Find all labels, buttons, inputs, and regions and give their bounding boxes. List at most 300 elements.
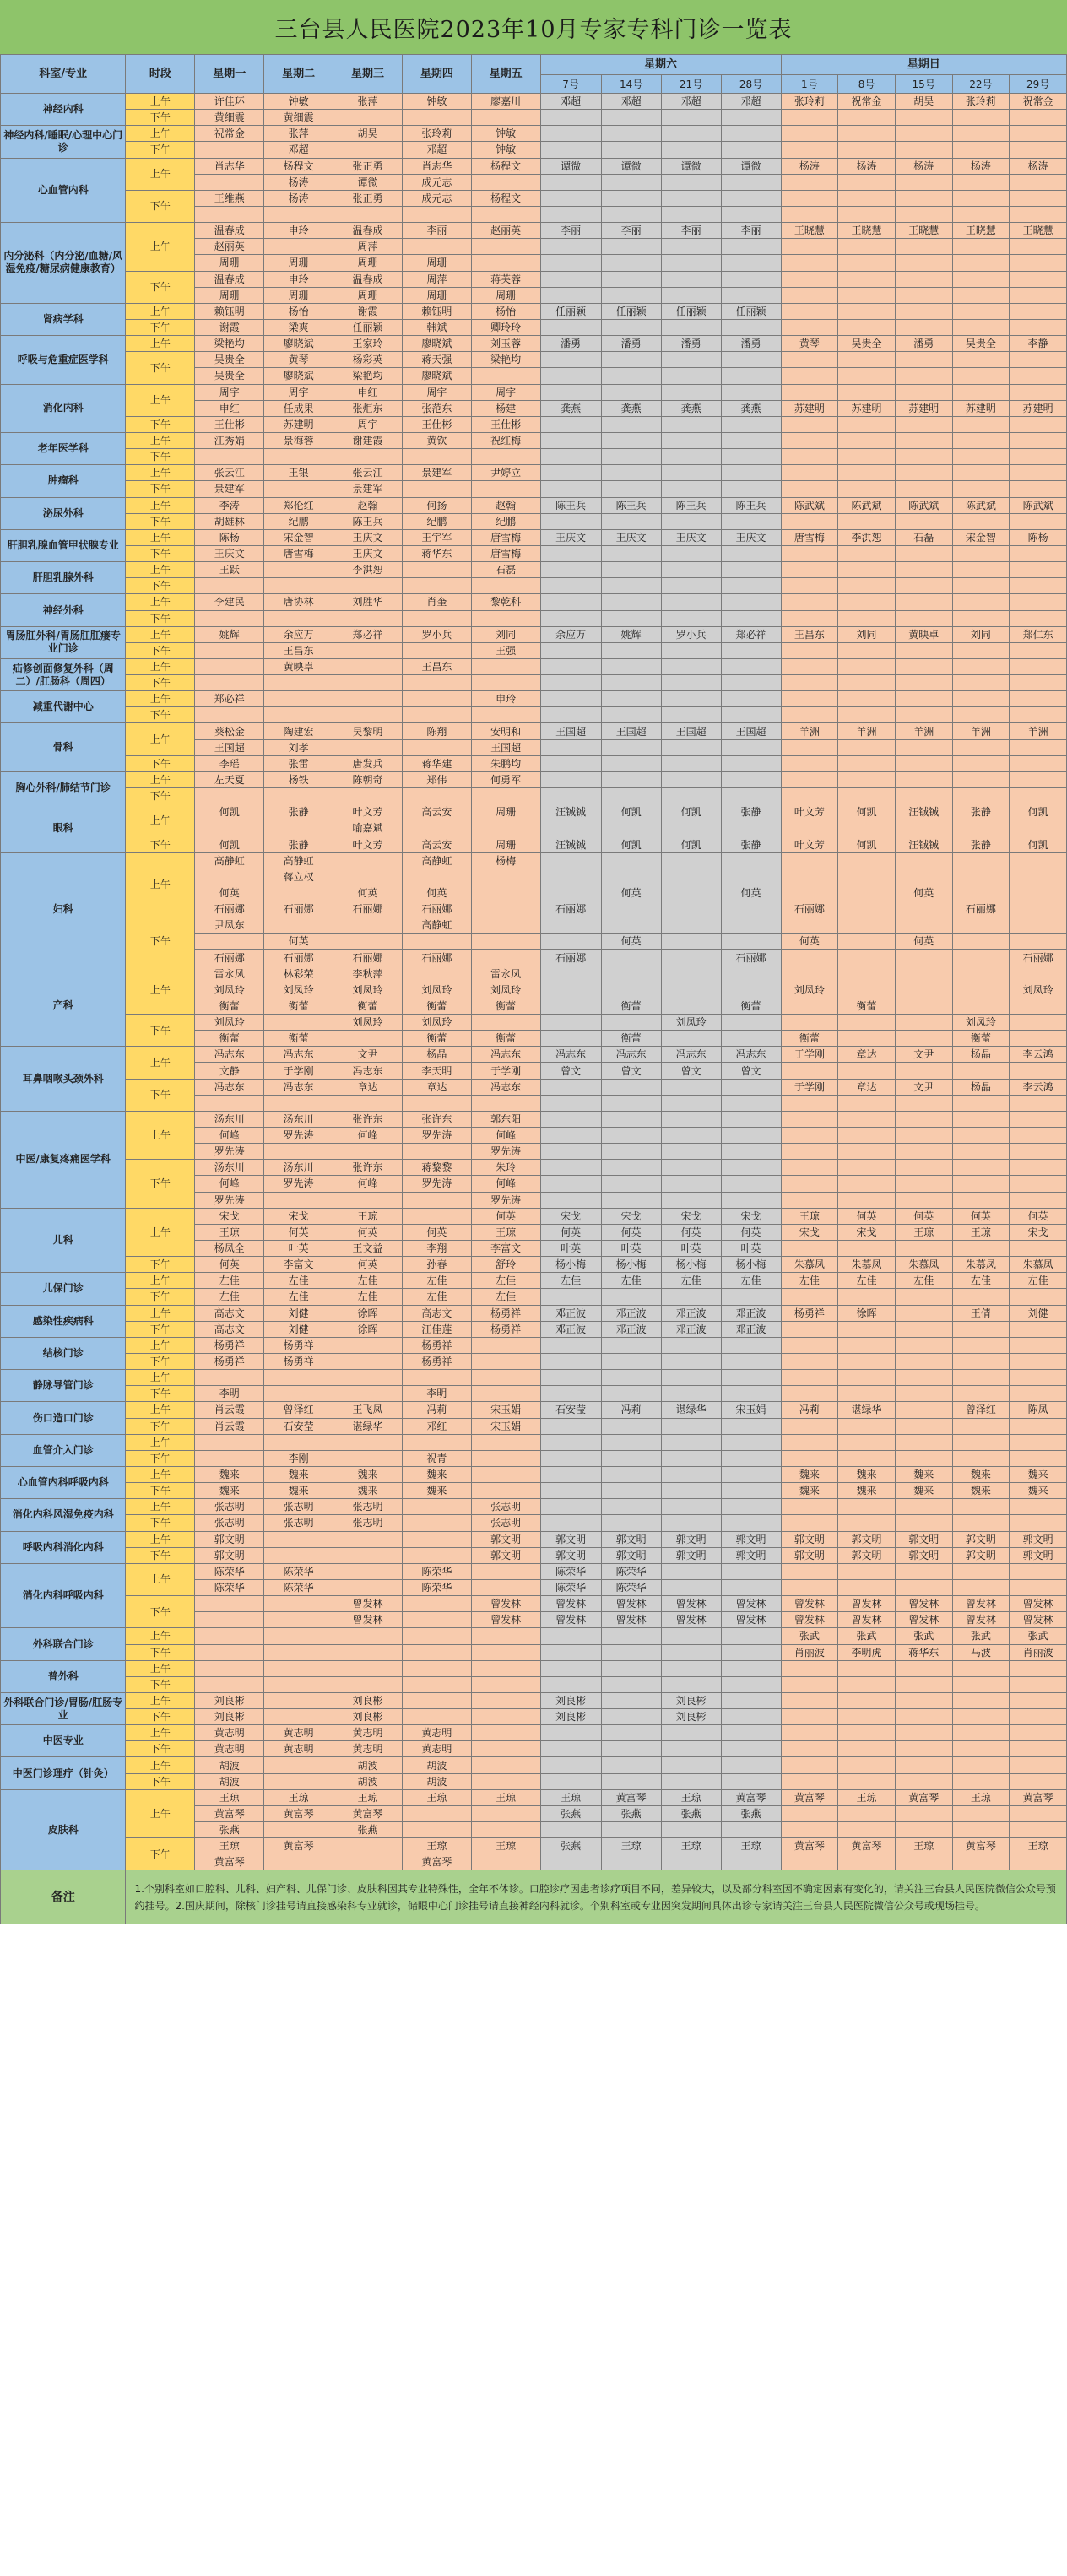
doctor-cell xyxy=(721,384,781,400)
doctor-cell xyxy=(1010,1128,1067,1144)
header-sun-date: 29号 xyxy=(1010,75,1067,94)
doctor-cell: 余应万 xyxy=(264,626,333,642)
doctor-cell: 刘健 xyxy=(264,1321,333,1337)
doctor-cell xyxy=(721,142,781,158)
doctor-cell xyxy=(838,1095,896,1111)
doctor-cell xyxy=(601,1128,661,1144)
doctor-cell: 成元志 xyxy=(402,190,471,206)
doctor-cell: 蒋华东 xyxy=(402,545,471,561)
doctor-cell: 王琼 xyxy=(333,1789,403,1805)
doctor-cell: 何凯 xyxy=(661,836,721,852)
doctor-cell xyxy=(781,271,838,287)
doctor-cell xyxy=(952,675,1010,691)
doctor-cell: 曾发林 xyxy=(952,1596,1010,1612)
doctor-cell: 张范东 xyxy=(402,400,471,416)
doctor-cell xyxy=(895,1305,952,1321)
doctor-cell xyxy=(895,271,952,287)
doctor-cell xyxy=(952,481,1010,497)
table-row xyxy=(1,804,1067,820)
doctor-cell: 魏来 xyxy=(402,1466,471,1482)
doctor-cell xyxy=(471,449,540,465)
doctor-cell xyxy=(264,691,333,707)
doctor-cell: 何英 xyxy=(895,885,952,901)
doctor-cell xyxy=(471,1660,540,1676)
doctor-cell xyxy=(721,1450,781,1466)
doctor-cell xyxy=(471,1450,540,1466)
doctor-cell xyxy=(895,1676,952,1692)
doctor-cell: 朱慕凤 xyxy=(1010,1257,1067,1273)
doctor-cell: 何英 xyxy=(661,1224,721,1240)
doctor-cell xyxy=(1010,1370,1067,1386)
doctor-cell: 胡波 xyxy=(195,1773,264,1789)
doctor-cell: 姚辉 xyxy=(195,626,264,642)
doctor-cell: 张燕 xyxy=(195,1822,264,1838)
doctor-cell xyxy=(838,901,896,917)
doctor-cell: 郑伦红 xyxy=(264,497,333,513)
doctor-cell xyxy=(264,1612,333,1628)
page-title: 三台县人民医院2023年10月专家专科门诊一览表 xyxy=(0,0,1067,54)
doctor-cell xyxy=(540,1515,601,1531)
doctor-cell xyxy=(721,481,781,497)
doctor-cell xyxy=(402,966,471,982)
doctor-cell: 高静虹 xyxy=(402,917,471,934)
doctor-cell: 石丽娜 xyxy=(781,901,838,917)
doctor-cell: 王昌东 xyxy=(402,658,471,674)
doctor-cell xyxy=(601,287,661,303)
doctor-cell xyxy=(540,610,601,626)
doctor-cell xyxy=(264,449,333,465)
doctor-cell xyxy=(471,1741,540,1757)
doctor-cell: 钟敏 xyxy=(471,126,540,142)
doctor-cell: 胡波 xyxy=(195,1757,264,1773)
doctor-cell: 张燕 xyxy=(540,1805,601,1821)
doctor-cell: 张燕 xyxy=(601,1805,661,1821)
doctor-cell xyxy=(661,1854,721,1870)
doctor-cell xyxy=(264,562,333,578)
doctor-cell: 张武 xyxy=(838,1628,896,1644)
doctor-cell: 谢霞 xyxy=(333,303,403,319)
doctor-cell: 宋戈 xyxy=(838,1224,896,1240)
doctor-cell xyxy=(952,788,1010,804)
table-row xyxy=(1,917,1067,934)
doctor-cell xyxy=(721,1337,781,1353)
doctor-cell xyxy=(895,562,952,578)
header-sun: 星期日 xyxy=(781,55,1066,75)
doctor-cell: 王琼 xyxy=(402,1789,471,1805)
doctor-cell xyxy=(895,1499,952,1515)
dept-name: 内分泌科（内分泌/血糖/风湿免疫/糖尿病健康教育） xyxy=(1,223,126,304)
doctor-cell: 陈杨 xyxy=(1010,529,1067,545)
doctor-cell xyxy=(540,1015,601,1031)
doctor-cell xyxy=(540,966,601,982)
doctor-cell: 曾泽红 xyxy=(952,1402,1010,1418)
doctor-cell xyxy=(661,545,721,561)
doctor-cell xyxy=(540,707,601,723)
doctor-cell xyxy=(895,319,952,335)
table-row xyxy=(1,1434,1067,1450)
doctor-cell: 汪铖铖 xyxy=(540,836,601,852)
doctor-cell xyxy=(952,303,1010,319)
doctor-cell xyxy=(661,255,721,271)
doctor-cell xyxy=(264,1676,333,1692)
doctor-cell xyxy=(471,950,540,966)
doctor-cell xyxy=(540,1144,601,1160)
doctor-cell: 祝青 xyxy=(402,1450,471,1466)
doctor-cell xyxy=(781,852,838,869)
doctor-cell xyxy=(1010,755,1067,771)
doctor-cell xyxy=(333,1450,403,1466)
doctor-cell xyxy=(333,642,403,658)
doctor-cell: 景建军 xyxy=(402,465,471,481)
doctor-cell: 张许东 xyxy=(402,1111,471,1127)
doctor-cell: 胡波 xyxy=(333,1773,403,1789)
doctor-cell: 黄琴 xyxy=(264,352,333,368)
doctor-cell xyxy=(195,142,264,158)
doctor-cell: 王庆文 xyxy=(721,529,781,545)
doctor-cell xyxy=(264,1660,333,1676)
period-label: 上午 xyxy=(126,94,195,110)
doctor-cell: 魏来 xyxy=(195,1483,264,1499)
doctor-cell xyxy=(601,1660,661,1676)
doctor-cell: 杨程文 xyxy=(471,158,540,174)
dept-name: 耳鼻咽喉头颈外科 xyxy=(1,1047,126,1112)
table-row xyxy=(1,1531,1067,1547)
dept-name: 妇科 xyxy=(1,852,126,966)
doctor-cell: 黄富琴 xyxy=(402,1854,471,1870)
doctor-cell xyxy=(661,110,721,126)
doctor-cell xyxy=(838,1370,896,1386)
doctor-cell: 肖丽波 xyxy=(781,1644,838,1660)
doctor-cell xyxy=(1010,1499,1067,1515)
doctor-cell: 邓超 xyxy=(540,94,601,110)
doctor-cell: 衡蕾 xyxy=(471,998,540,1014)
doctor-cell: 李翔 xyxy=(402,1240,471,1256)
doctor-cell: 江秀娟 xyxy=(195,432,264,448)
doctor-cell: 王晓慧 xyxy=(1010,223,1067,239)
doctor-cell xyxy=(895,1563,952,1579)
doctor-cell xyxy=(721,755,781,771)
doctor-cell xyxy=(661,1353,721,1369)
doctor-cell: 吴贵全 xyxy=(952,336,1010,352)
doctor-cell xyxy=(471,820,540,836)
doctor-cell xyxy=(895,691,952,707)
doctor-cell: 唐雪梅 xyxy=(264,545,333,561)
doctor-cell: 陈王兵 xyxy=(661,497,721,513)
doctor-cell xyxy=(661,1128,721,1144)
doctor-cell xyxy=(1010,1676,1067,1692)
doctor-cell: 杨勇祥 xyxy=(195,1353,264,1369)
doctor-cell xyxy=(781,1160,838,1176)
doctor-cell xyxy=(781,303,838,319)
doctor-cell xyxy=(1010,917,1067,934)
doctor-cell xyxy=(264,1854,333,1870)
doctor-cell: 许佳环 xyxy=(195,94,264,110)
doctor-cell: 王琼 xyxy=(661,1789,721,1805)
doctor-cell: 张志明 xyxy=(333,1515,403,1531)
doctor-cell xyxy=(540,1466,601,1482)
doctor-cell xyxy=(838,1773,896,1789)
period-label: 上午 xyxy=(126,1757,195,1773)
doctor-cell xyxy=(1010,869,1067,885)
doctor-cell: 刘同 xyxy=(838,626,896,642)
doctor-cell xyxy=(540,1418,601,1434)
doctor-cell: 黄钦 xyxy=(402,432,471,448)
doctor-cell xyxy=(601,271,661,287)
header-sat-date: 14号 xyxy=(601,75,661,94)
doctor-cell: 张燕 xyxy=(333,1822,403,1838)
doctor-cell: 张许东 xyxy=(333,1160,403,1176)
dept-name: 肾病学科 xyxy=(1,303,126,335)
doctor-cell xyxy=(895,1240,952,1256)
doctor-cell: 曾发林 xyxy=(471,1612,540,1628)
doctor-cell xyxy=(1010,416,1067,432)
doctor-cell: 杨程文 xyxy=(471,190,540,206)
doctor-cell xyxy=(540,998,601,1014)
doctor-cell xyxy=(601,1015,661,1031)
doctor-cell: 黄细震 xyxy=(195,110,264,126)
period-label: 下午 xyxy=(126,1515,195,1531)
doctor-cell xyxy=(838,675,896,691)
doctor-cell: 何凯 xyxy=(1010,836,1067,852)
doctor-cell: 陈武斌 xyxy=(952,497,1010,513)
period-label: 下午 xyxy=(126,1773,195,1789)
doctor-cell xyxy=(195,820,264,836)
doctor-cell: 王维燕 xyxy=(195,190,264,206)
doctor-cell: 陈武斌 xyxy=(838,497,896,513)
doctor-cell xyxy=(781,917,838,934)
doctor-cell: 宋戈 xyxy=(195,1208,264,1224)
doctor-cell xyxy=(952,239,1010,255)
doctor-cell: 任丽颖 xyxy=(721,303,781,319)
table-row xyxy=(1,1466,1067,1482)
table-row xyxy=(1,1709,1067,1725)
doctor-cell xyxy=(661,352,721,368)
doctor-cell xyxy=(781,174,838,190)
doctor-cell xyxy=(721,1370,781,1386)
period-label: 上午 xyxy=(126,658,195,674)
doctor-cell xyxy=(895,1660,952,1676)
doctor-cell: 张武 xyxy=(895,1628,952,1644)
doctor-cell xyxy=(540,1111,601,1127)
doctor-cell: 郭文明 xyxy=(661,1531,721,1547)
doctor-cell: 左佳 xyxy=(1010,1273,1067,1289)
header-period: 时段 xyxy=(126,55,195,94)
doctor-cell xyxy=(781,1676,838,1692)
doctor-cell: 谌绿华 xyxy=(838,1402,896,1418)
doctor-cell: 何英 xyxy=(895,934,952,950)
doctor-cell xyxy=(952,1370,1010,1386)
doctor-cell: 黄志明 xyxy=(333,1741,403,1757)
doctor-cell xyxy=(781,319,838,335)
doctor-cell xyxy=(540,239,601,255)
doctor-cell xyxy=(661,1563,721,1579)
doctor-cell: 徐晖 xyxy=(333,1321,403,1337)
doctor-cell xyxy=(661,788,721,804)
table-row xyxy=(1,966,1067,982)
doctor-cell xyxy=(838,1063,896,1079)
doctor-cell: 魏来 xyxy=(838,1466,896,1482)
doctor-cell xyxy=(895,206,952,222)
doctor-cell xyxy=(895,1144,952,1160)
doctor-cell: 陈王兵 xyxy=(601,497,661,513)
doctor-cell xyxy=(895,190,952,206)
doctor-cell: 张燕 xyxy=(661,1805,721,1821)
doctor-cell xyxy=(895,869,952,885)
doctor-cell xyxy=(195,707,264,723)
doctor-cell xyxy=(1010,771,1067,787)
doctor-cell xyxy=(781,465,838,481)
doctor-cell xyxy=(540,126,601,142)
doctor-cell xyxy=(540,562,601,578)
doctor-cell xyxy=(402,1144,471,1160)
doctor-cell: 宋戈 xyxy=(1010,1224,1067,1240)
table-row xyxy=(1,1370,1067,1386)
doctor-cell xyxy=(838,142,896,158)
doctor-cell: 郭文明 xyxy=(838,1531,896,1547)
period-label: 上午 xyxy=(126,1628,195,1644)
doctor-cell xyxy=(952,287,1010,303)
doctor-cell: 黄映卓 xyxy=(895,626,952,642)
doctor-cell xyxy=(895,1321,952,1337)
doctor-cell: 宋玉娟 xyxy=(721,1402,781,1418)
doctor-cell: 曾发林 xyxy=(721,1612,781,1628)
doctor-cell xyxy=(333,1337,403,1353)
table-row xyxy=(1,1321,1067,1337)
doctor-cell xyxy=(721,707,781,723)
doctor-cell: 何英 xyxy=(402,885,471,901)
doctor-cell: 蒋华东 xyxy=(895,1644,952,1660)
doctor-cell xyxy=(721,110,781,126)
doctor-cell xyxy=(661,1031,721,1047)
doctor-cell xyxy=(1010,820,1067,836)
doctor-cell xyxy=(838,1741,896,1757)
doctor-cell xyxy=(333,1579,403,1595)
doctor-cell xyxy=(540,869,601,885)
doctor-cell: 邓超 xyxy=(402,142,471,158)
doctor-cell: 魏来 xyxy=(838,1483,896,1499)
table-row xyxy=(1,771,1067,787)
doctor-cell xyxy=(952,1741,1010,1757)
doctor-cell xyxy=(781,1289,838,1305)
doctor-cell xyxy=(1010,1337,1067,1353)
doctor-cell: 黄细震 xyxy=(264,110,333,126)
doctor-cell xyxy=(838,1386,896,1402)
doctor-cell: 陈荣华 xyxy=(402,1579,471,1595)
period-label: 下午 xyxy=(126,1838,195,1870)
doctor-cell xyxy=(195,1370,264,1386)
doctor-cell: 魏来 xyxy=(264,1483,333,1499)
doctor-cell: 曾文 xyxy=(721,1063,781,1079)
doctor-cell: 郭文明 xyxy=(540,1531,601,1547)
doctor-cell: 李云鸿 xyxy=(1010,1079,1067,1095)
doctor-cell xyxy=(895,142,952,158)
doctor-cell: 何英 xyxy=(601,885,661,901)
doctor-cell: 文尹 xyxy=(895,1047,952,1063)
dept-name: 神经内科/睡眠/心理中心门诊 xyxy=(1,126,126,158)
doctor-cell xyxy=(895,1773,952,1789)
doctor-cell xyxy=(195,610,264,626)
doctor-cell: 魏来 xyxy=(781,1466,838,1482)
doctor-cell xyxy=(402,610,471,626)
doctor-cell: 左佳 xyxy=(333,1273,403,1289)
doctor-cell xyxy=(601,1079,661,1095)
doctor-cell xyxy=(471,901,540,917)
doctor-cell: 赵丽英 xyxy=(471,223,540,239)
doctor-cell xyxy=(471,707,540,723)
doctor-cell xyxy=(1010,578,1067,594)
doctor-cell xyxy=(721,465,781,481)
doctor-cell xyxy=(601,1773,661,1789)
doctor-cell: 黄富琴 xyxy=(838,1838,896,1854)
doctor-cell xyxy=(471,1434,540,1450)
table-row xyxy=(1,1741,1067,1757)
doctor-cell: 衡蕾 xyxy=(402,1031,471,1047)
doctor-cell: 郭文明 xyxy=(1010,1531,1067,1547)
doctor-cell: 唐雪梅 xyxy=(471,529,540,545)
doctor-cell: 李富文 xyxy=(264,1257,333,1273)
period-label: 上午 xyxy=(126,852,195,917)
table-row xyxy=(1,1725,1067,1741)
doctor-cell xyxy=(471,675,540,691)
doctor-cell: 石磊 xyxy=(895,529,952,545)
table-row xyxy=(1,1547,1067,1563)
doctor-cell xyxy=(895,594,952,610)
doctor-cell: 何凯 xyxy=(195,804,264,820)
doctor-cell: 何勇军 xyxy=(471,771,540,787)
doctor-cell xyxy=(721,1386,781,1402)
doctor-cell xyxy=(1010,465,1067,481)
doctor-cell: 何英 xyxy=(264,934,333,950)
doctor-cell: 王琼 xyxy=(952,1789,1010,1805)
doctor-cell: 刘良彬 xyxy=(661,1692,721,1708)
doctor-cell: 王琼 xyxy=(721,1838,781,1854)
doctor-cell xyxy=(781,239,838,255)
doctor-cell: 杨彩英 xyxy=(333,352,403,368)
doctor-cell: 杨怡 xyxy=(264,303,333,319)
doctor-cell xyxy=(333,658,403,674)
doctor-cell: 杨晶 xyxy=(402,1047,471,1063)
doctor-cell xyxy=(540,771,601,787)
doctor-cell: 周珊 xyxy=(195,287,264,303)
doctor-cell xyxy=(952,950,1010,966)
doctor-cell: 石丽娜 xyxy=(264,950,333,966)
doctor-cell: 左佳 xyxy=(661,1273,721,1289)
table-row xyxy=(1,852,1067,869)
doctor-cell xyxy=(721,1579,781,1595)
doctor-cell: 杨涛 xyxy=(952,158,1010,174)
doctor-cell xyxy=(838,1709,896,1725)
doctor-cell xyxy=(838,287,896,303)
doctor-cell: 曾发林 xyxy=(661,1612,721,1628)
doctor-cell: 张武 xyxy=(1010,1628,1067,1644)
doctor-cell xyxy=(721,416,781,432)
doctor-cell xyxy=(721,1434,781,1450)
doctor-cell: 叶英 xyxy=(661,1240,721,1256)
doctor-cell xyxy=(781,190,838,206)
doctor-cell xyxy=(1010,1773,1067,1789)
doctor-cell xyxy=(781,1563,838,1579)
doctor-cell: 冯莉 xyxy=(781,1402,838,1418)
doctor-cell xyxy=(540,788,601,804)
doctor-cell xyxy=(952,416,1010,432)
doctor-cell xyxy=(895,1289,952,1305)
doctor-cell xyxy=(838,1015,896,1031)
doctor-cell xyxy=(540,1192,601,1208)
doctor-cell xyxy=(540,1031,601,1047)
doctor-cell: 羊洲 xyxy=(781,723,838,739)
dept-name: 血管介入门诊 xyxy=(1,1434,126,1466)
doctor-cell: 蒋天强 xyxy=(402,352,471,368)
